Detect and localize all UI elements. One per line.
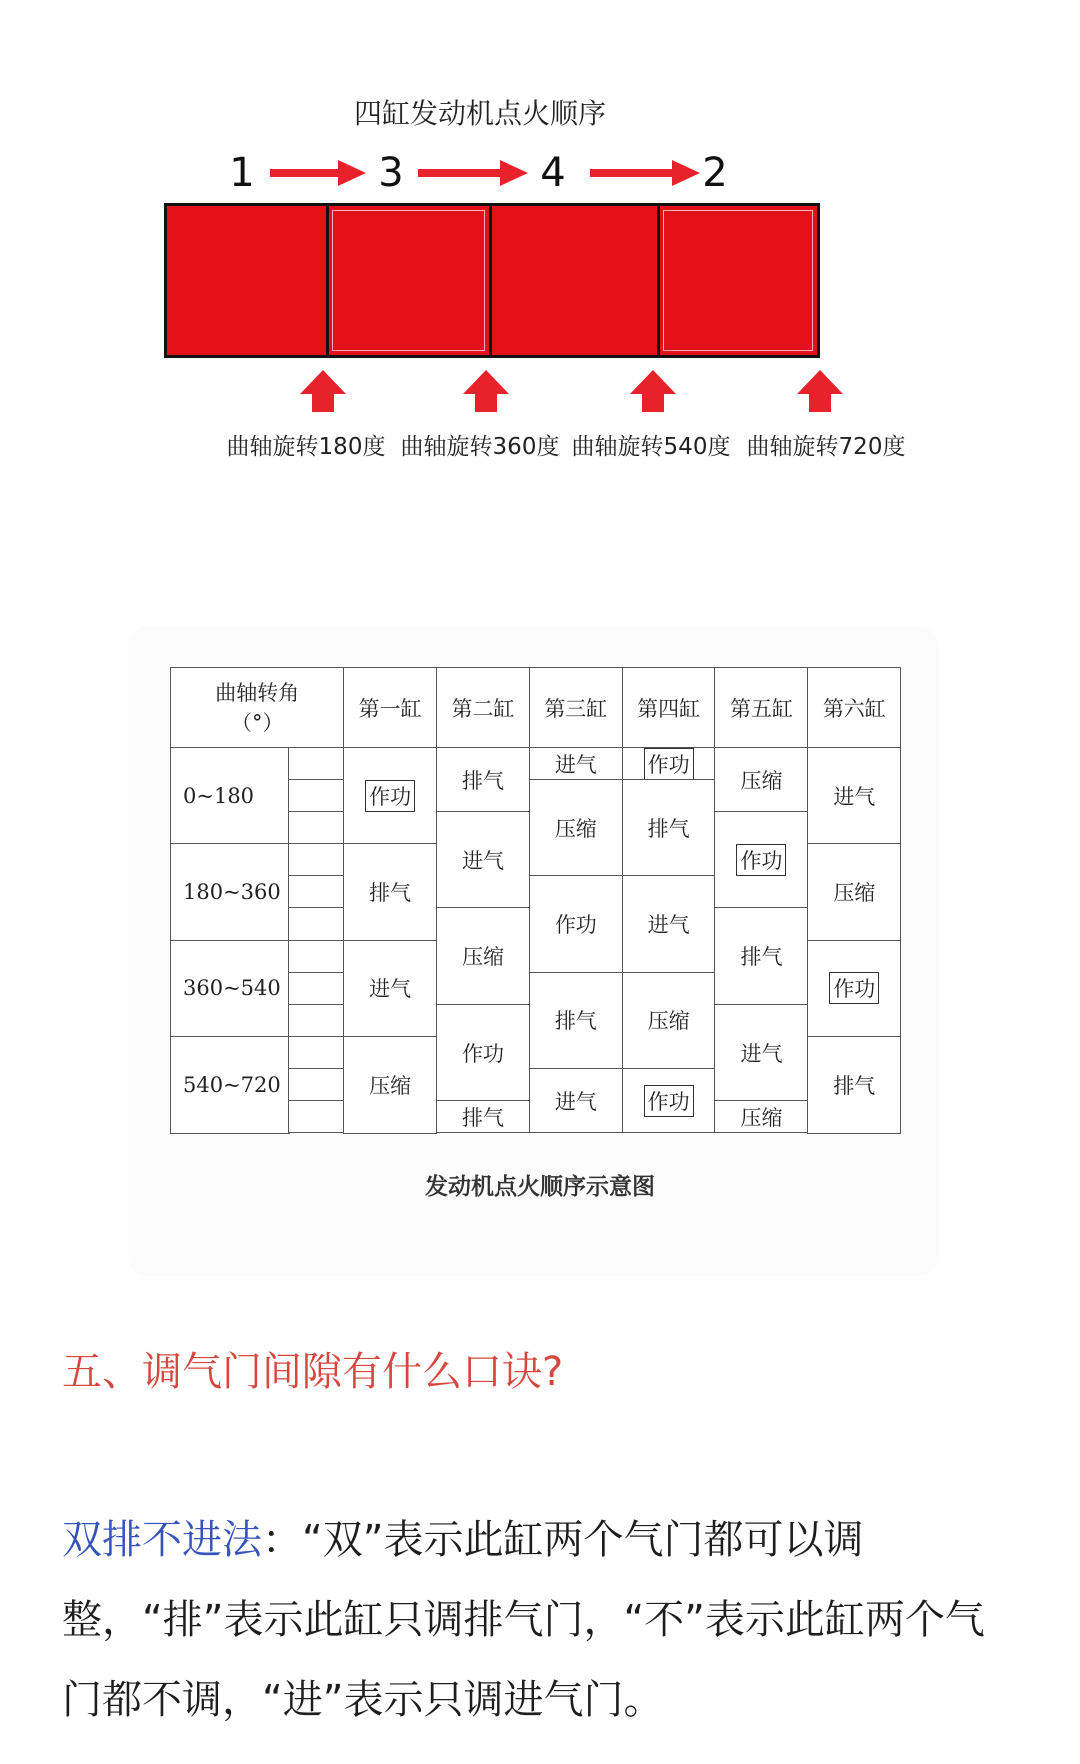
sub-row-cell bbox=[288, 907, 345, 941]
stroke-cell-text: 作功 bbox=[461, 1041, 504, 1066]
stroke-cell-text: 排气 bbox=[647, 816, 690, 841]
stroke-cell-text: 排气 bbox=[740, 945, 783, 970]
stroke-cell bbox=[529, 1068, 623, 1134]
header-cylinder bbox=[807, 667, 901, 749]
stroke-cell-text: 排气 bbox=[554, 1009, 597, 1034]
stroke-cell bbox=[807, 843, 901, 941]
firing-order-number: 3 bbox=[378, 150, 404, 196]
up-arrow-icon bbox=[797, 370, 843, 414]
up-arrow-icon bbox=[630, 370, 676, 414]
stroke-cell bbox=[436, 811, 530, 909]
stroke-cell bbox=[622, 972, 716, 1070]
stroke-cell bbox=[529, 875, 623, 973]
sub-row-cell bbox=[288, 779, 345, 813]
angle-range-cell-text: 180~360 bbox=[183, 880, 281, 905]
angle-range-cell bbox=[170, 747, 290, 845]
stroke-cell-text: 进气 bbox=[554, 752, 597, 777]
stroke-cell bbox=[529, 972, 623, 1070]
stroke-cell bbox=[343, 940, 437, 1038]
stroke-cell-text: 压缩 bbox=[833, 881, 876, 906]
angle-range-cell-text: 0~180 bbox=[183, 783, 255, 808]
header-cylinder bbox=[343, 667, 437, 749]
cylinder-divider bbox=[326, 206, 329, 355]
firing-order-table bbox=[170, 667, 900, 1132]
header-cylinder-text: 第四缸 bbox=[637, 696, 701, 721]
stroke-cell bbox=[343, 747, 437, 845]
up-arrow-icon bbox=[463, 370, 509, 414]
angle-range-cell-text: 360~540 bbox=[183, 976, 281, 1001]
header-cylinder-text: 第二缸 bbox=[451, 696, 515, 721]
crank-angle-label: 曲轴旋转720度 bbox=[746, 434, 906, 460]
stroke-cell-text: 压缩 bbox=[554, 816, 597, 841]
angle-range-cell bbox=[170, 843, 290, 941]
body-paragraph bbox=[62, 1500, 1012, 1740]
stroke-cell-text: 进气 bbox=[461, 849, 504, 874]
stroke-cell bbox=[807, 747, 901, 845]
stroke-cell bbox=[714, 1004, 808, 1102]
sub-row-cell bbox=[288, 1068, 345, 1102]
stroke-cell-text: 作功 bbox=[829, 972, 879, 1004]
header-cylinder-text: 第五缸 bbox=[729, 696, 793, 721]
mnemonic-name: 双排不进法 bbox=[62, 1517, 262, 1563]
cylinder-block bbox=[663, 210, 813, 351]
stroke-cell bbox=[436, 747, 530, 813]
section-heading: 五、调气门间隙有什么口诀? bbox=[62, 1349, 564, 1395]
stroke-cell bbox=[436, 1100, 530, 1134]
stroke-cell-text: 进气 bbox=[554, 1089, 597, 1114]
right-arrow-icon bbox=[270, 164, 366, 182]
stroke-cell bbox=[529, 747, 623, 781]
header-crank-angle bbox=[170, 667, 345, 749]
stroke-cell bbox=[622, 875, 716, 973]
firing-order-number: 2 bbox=[702, 150, 728, 196]
crank-angle-label: 曲轴旋转180度 bbox=[226, 434, 386, 460]
cylinder-divider bbox=[489, 206, 492, 355]
firing-order-number: 1 bbox=[229, 150, 255, 196]
stroke-cell-text: 排气 bbox=[461, 768, 504, 793]
right-arrow-icon bbox=[590, 164, 700, 182]
cylinder-divider bbox=[657, 206, 660, 355]
sub-row-cell bbox=[288, 843, 345, 877]
stroke-cell-text: 作功 bbox=[365, 780, 415, 812]
angle-range-cell bbox=[170, 1036, 290, 1134]
header-cylinder-text: 第三缸 bbox=[544, 696, 608, 721]
crank-angle-label: 曲轴旋转540度 bbox=[571, 434, 731, 460]
cylinder-block bbox=[332, 210, 485, 351]
sub-row-cell bbox=[288, 875, 345, 909]
header-cylinder bbox=[529, 667, 623, 749]
stroke-cell-text: 进气 bbox=[369, 977, 412, 1002]
header-cylinder-text: 第六缸 bbox=[822, 696, 886, 721]
stroke-cell-text: 压缩 bbox=[369, 1073, 412, 1098]
sub-row-cell bbox=[288, 1004, 345, 1038]
stroke-cell-text: 作功 bbox=[736, 844, 786, 876]
stroke-cell-text: 压缩 bbox=[740, 1105, 783, 1130]
header-cylinder bbox=[622, 667, 716, 749]
stroke-cell bbox=[714, 811, 808, 909]
sub-row-cell bbox=[288, 747, 345, 781]
stroke-cell bbox=[343, 1036, 437, 1134]
stroke-cell bbox=[436, 1004, 530, 1102]
stroke-cell-text: 压缩 bbox=[461, 945, 504, 970]
right-arrow-icon bbox=[418, 164, 528, 182]
angle-range-cell bbox=[170, 940, 290, 1038]
sub-row-cell bbox=[288, 811, 345, 845]
cylinder-bar bbox=[164, 203, 820, 358]
header-crank-angle-text: （°） bbox=[231, 710, 284, 735]
firing-order-number: 4 bbox=[540, 150, 566, 196]
stroke-cell-text: 作功 bbox=[644, 748, 694, 780]
stroke-cell-text: 作功 bbox=[554, 913, 597, 938]
stroke-cell-text: 排气 bbox=[369, 881, 412, 906]
sub-row-cell bbox=[288, 1036, 345, 1070]
stroke-cell-text: 进气 bbox=[833, 784, 876, 809]
sub-row-cell bbox=[288, 1100, 345, 1134]
stroke-cell-text: 排气 bbox=[833, 1073, 876, 1098]
up-arrow-icon bbox=[300, 370, 346, 414]
header-cylinder bbox=[436, 667, 530, 749]
mnemonic-explanation: ：“双”表示此缸两个气门都可以调整，“排”表示此缸只调排气门，“不”表示此缸两个气门都不调，“进”表示只调进气门。 bbox=[62, 1517, 985, 1723]
figure2-caption: 发动机点火顺序示意图 bbox=[425, 1174, 655, 1200]
stroke-cell-text: 压缩 bbox=[647, 1009, 690, 1034]
stroke-cell-text: 压缩 bbox=[740, 768, 783, 793]
stroke-cell-text: 排气 bbox=[461, 1105, 504, 1130]
header-crank-angle-text: 曲轴转角 bbox=[215, 680, 300, 705]
stroke-cell bbox=[343, 843, 437, 941]
sub-row-cell bbox=[288, 972, 345, 1006]
stroke-cell bbox=[807, 1036, 901, 1134]
stroke-cell-text: 作功 bbox=[644, 1085, 694, 1117]
stroke-cell bbox=[622, 747, 716, 781]
stroke-cell bbox=[714, 747, 808, 813]
stroke-cell bbox=[622, 1068, 716, 1134]
stroke-cell bbox=[622, 779, 716, 877]
sub-row-cell bbox=[288, 940, 345, 974]
header-cylinder bbox=[714, 667, 808, 749]
angle-range-cell-text: 540~720 bbox=[183, 1072, 281, 1097]
header-cylinder-text: 第一缸 bbox=[358, 696, 422, 721]
stroke-cell bbox=[714, 1100, 808, 1134]
stroke-cell-text: 进气 bbox=[740, 1041, 783, 1066]
figure1-title: 四缸发动机点火顺序 bbox=[353, 97, 606, 130]
stroke-cell-text: 进气 bbox=[647, 913, 690, 938]
stroke-cell bbox=[714, 907, 808, 1005]
stroke-cell bbox=[436, 907, 530, 1005]
stroke-cell bbox=[807, 940, 901, 1038]
stroke-cell bbox=[529, 779, 623, 877]
crank-angle-label: 曲轴旋转360度 bbox=[400, 434, 560, 460]
